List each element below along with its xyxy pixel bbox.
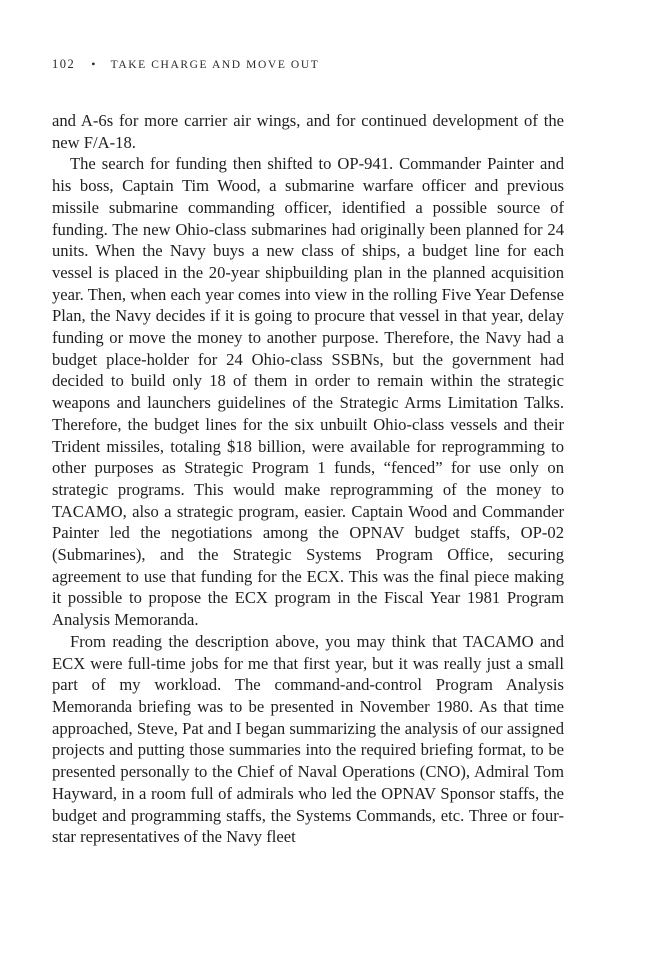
paragraph-continued: and A-6s for more carrier air wings, and for continued development of the new F/A-18. [52,111,564,152]
page-number: 102 [52,57,76,71]
header-separator: • [91,57,97,71]
paragraph: The search for funding then shifted to OP-941. Commander Painter and his boss, Captain Tim Wood, a submarine warfare officer and previous missile submarine commanding officer, identified a possible source of funding. The new Ohio-class submarines had originally been planned for 24 units. When the Navy buys a new class of ships, a budget line for each vessel is placed in the 20-year shipbuilding plan in the planned acquisition year. Then, when each year comes into view in the rolling Five Year Defense Plan, the Navy decides if it is going to procure that vessel in that year, delay funding or move the money to another purpose. Therefore, the Navy had a budget place-holder for 24 Ohio-class SSBNs, but the government had decided to build only 18 of them in order to remain within the strategic weapons and launchers guidelines of the Strategic Arms Limitation Talks. Therefore, the budget lines for the six unbuilt Ohio-class vessels and their Trident missiles, totaling $18 billion, were available for reprogramming to other purposes as Strategic Program 1 funds, “fenced” for use only on strategic programs. This would make reprogramming of the money to TACAMO, also a strategic program, easier. Captain Wood and Commander Painter led the negotiations among the OPNAV budget staffs, OP-02 (Submarines), and the Strategic Systems Program Office, securing agreement to use that funding for the ECX. This was the final piece making it possible to propose the ECX program in the Fiscal Year 1981 Program Analysis Memoranda. [52,154,564,630]
paragraph: From reading the description above, you may think that TACAMO and ECX were full-time jobs for me that first year, but it was really just a small part of my workload. The command-and-control Program Analysis Memoranda briefing was to be presented in November 1980. As that time approached, Steve, Pat and I began summarizing the analysis of our assigned projects and putting those summaries into the required briefing format, to be presented personally to the Chief of Naval Operations (CNO), Admiral Tom Hayward, in a room full of admirals who led the OPNAV Sponsor staffs, the budget and programming staffs, the Systems Commands, etc. Three or four-star representatives of the Navy fleet [52,631,564,847]
body-text [52,110,564,848]
running-title: TAKE CHARGE AND MOVE OUT [110,58,320,71]
running-head [52,57,319,72]
